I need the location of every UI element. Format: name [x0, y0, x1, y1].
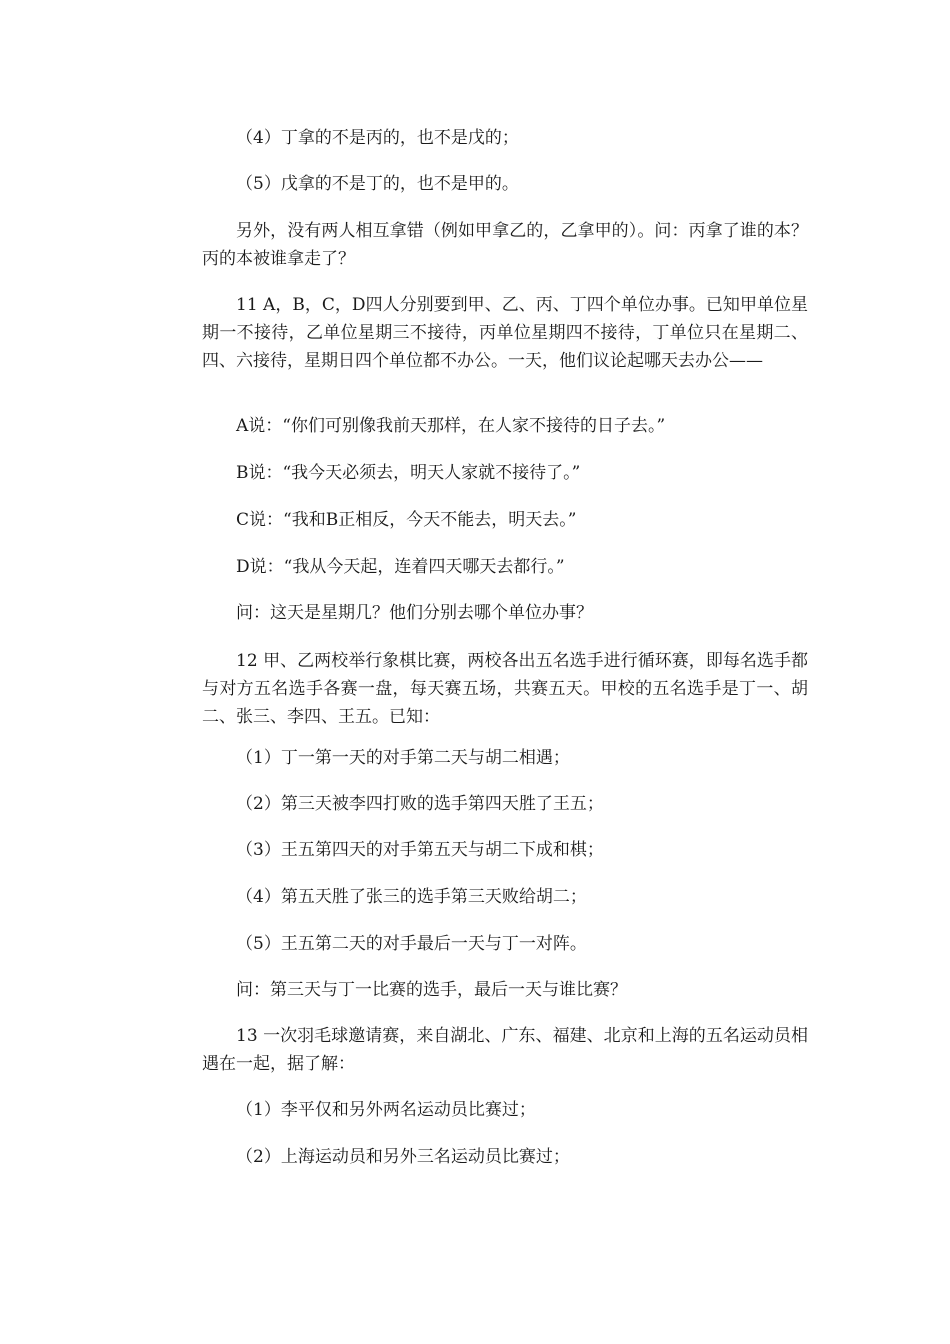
paragraph-problem-13: 13 一次羽毛球邀请赛，来自湖北、广东、福建、北京和上海的五名运动员相遇在一起，据了解： — [202, 1026, 808, 1074]
paragraph-problem-11: 11 A，B，C，D四人分别要到甲、乙、丙、丁四个单位办事。已知甲单位星期一不接待，乙单位星期三不接待，丙单位星期四不接待，丁单位只在星期二、四、六接待，星期日四个单位都不办公。一天，他们议论起哪天去办公—— — [202, 295, 808, 371]
paragraph-clue-12-4: （4）第五天胜了张三的选手第三天败给胡二； — [236, 887, 587, 907]
paragraph-clue-12-2: （2）第三天被李四打败的选手第四天胜了王五； — [236, 794, 604, 814]
paragraph-question-12: 问：第三天与丁一比赛的选手，最后一天与谁比赛？ — [236, 980, 627, 1000]
paragraph-clue-5: （5）戊拿的不是丁的，也不是甲的。 — [236, 174, 519, 194]
paragraph-b-says: B说：“我今天必须去，明天人家就不接待了。” — [236, 463, 581, 483]
paragraph-a-says: A说：“你们可别像我前天那样，在人家不接待的日子去。” — [236, 416, 666, 436]
paragraph-clue-12-1: （1）丁一第一天的对手第二天与胡二相遇； — [236, 748, 570, 768]
paragraph-problem-12: 12 甲、乙两校举行象棋比赛，两校各出五名选手进行循环赛，即每名选手都与对方五名选手各赛一盘，每天赛五场，共赛五天。甲校的五名选手是丁一、胡二、张三、李四、王五。已知： — [202, 651, 808, 727]
paragraph-clue-13-2: （2）上海运动员和另外三名运动员比赛过； — [236, 1147, 570, 1167]
paragraph-c-says: C说：“我和B正相反，今天不能去，明天去。” — [236, 510, 577, 530]
paragraph-clue-12-3: （3）王五第四天的对手第五天与胡二下成和棋； — [236, 840, 604, 860]
paragraph-clue-4: （4）丁拿的不是丙的，也不是戊的； — [236, 128, 519, 148]
paragraph-d-says: D说：“我从今天起，连着四天哪天去都行。” — [236, 557, 565, 577]
paragraph-question-10: 另外，没有两人相互拿错（例如甲拿乙的，乙拿甲的）。问：丙拿了谁的本？丙的本被谁拿走了？ — [202, 221, 808, 269]
paragraph-question-11: 问：这天是星期几？他们分别去哪个单位办事？ — [236, 603, 593, 623]
paragraph-clue-12-5: （5）王五第二天的对手最后一天与丁一对阵。 — [236, 934, 587, 954]
paragraph-clue-13-1: （1）李平仅和另外两名运动员比赛过； — [236, 1100, 536, 1120]
